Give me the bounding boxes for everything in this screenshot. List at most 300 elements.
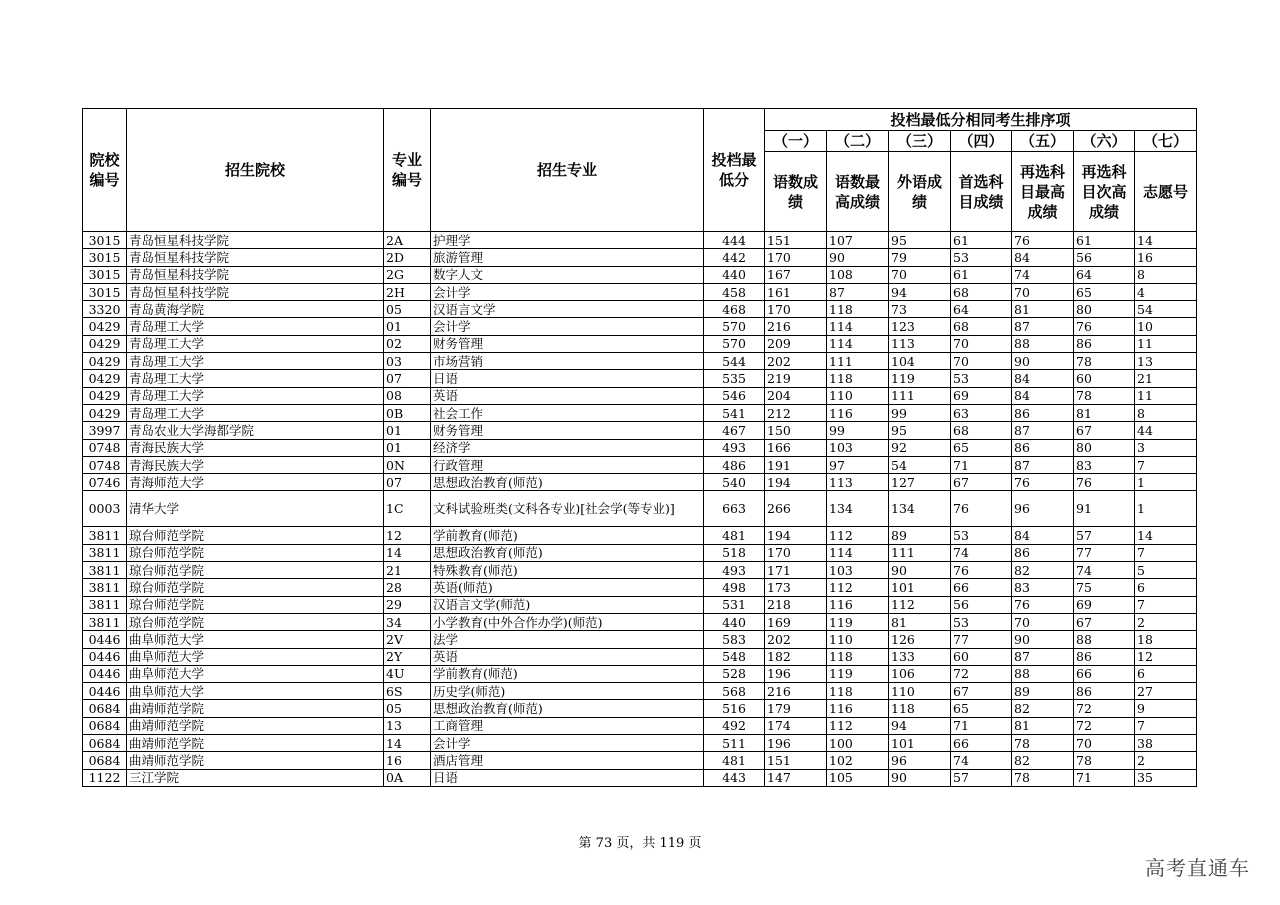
cell-major-name: 经济学 <box>431 439 704 456</box>
cell-school-code: 3997 <box>83 422 127 439</box>
cell-school-code: 0429 <box>83 318 127 335</box>
cell-school-name: 清华大学 <box>127 491 384 527</box>
cell-score-3: 81 <box>889 613 951 630</box>
cell-score-3: 119 <box>889 370 951 387</box>
cell-score-5: 84 <box>1012 527 1074 544</box>
cell-score-6: 78 <box>1074 752 1135 769</box>
table-row <box>83 596 1197 613</box>
cell-score-2: 87 <box>827 283 889 300</box>
cell-score-6: 75 <box>1074 579 1135 596</box>
cell-major-code: 6S <box>384 683 431 700</box>
cell-score-4: 77 <box>951 631 1012 648</box>
cell-school-code: 0446 <box>83 665 127 682</box>
cell-school-name: 曲靖师范学院 <box>127 752 384 769</box>
header-school-name: 招生院校 <box>127 109 384 232</box>
cell-school-code: 0003 <box>83 491 127 527</box>
cell-major-name: 会计学 <box>431 318 704 335</box>
cell-score-1: 196 <box>765 735 827 752</box>
cell-score-3: 127 <box>889 474 951 491</box>
table-row <box>83 752 1197 769</box>
cell-score-4: 74 <box>951 752 1012 769</box>
cell-min-score: 548 <box>704 648 765 665</box>
cell-school-name: 琼台师范学院 <box>127 613 384 630</box>
table-row <box>83 301 1197 318</box>
header-tiebreak-label: 语数最高成绩 <box>827 152 889 232</box>
cell-school-code: 1122 <box>83 769 127 786</box>
cell-score-5: 81 <box>1012 301 1074 318</box>
table-row <box>83 769 1197 786</box>
cell-score-5: 81 <box>1012 717 1074 734</box>
cell-school-code: 3015 <box>83 266 127 283</box>
table-row <box>83 439 1197 456</box>
cell-major-code: 2V <box>384 631 431 648</box>
cell-min-score: 440 <box>704 613 765 630</box>
cell-wish-number: 7 <box>1135 717 1197 734</box>
cell-score-5: 88 <box>1012 335 1074 352</box>
cell-score-1: 194 <box>765 474 827 491</box>
cell-score-5: 87 <box>1012 318 1074 335</box>
cell-score-3: 111 <box>889 544 951 561</box>
cell-score-3: 134 <box>889 491 951 527</box>
cell-score-5: 88 <box>1012 665 1074 682</box>
cell-school-code: 3811 <box>83 562 127 579</box>
table-row <box>83 370 1197 387</box>
cell-school-code: 0684 <box>83 700 127 717</box>
cell-min-score: 498 <box>704 579 765 596</box>
cell-score-6: 78 <box>1074 387 1135 404</box>
cell-school-name: 青岛理工大学 <box>127 335 384 352</box>
cell-score-5: 70 <box>1012 283 1074 300</box>
cell-school-name: 青岛理工大学 <box>127 318 384 335</box>
cell-major-name: 小学教育(中外合作办学)(师范) <box>431 613 704 630</box>
header-tiebreak-label: 再选科目最高成绩 <box>1012 152 1074 232</box>
cell-score-6: 57 <box>1074 527 1135 544</box>
cell-school-name: 青海民族大学 <box>127 439 384 456</box>
cell-school-name: 青岛恒星科技学院 <box>127 266 384 283</box>
table-row <box>83 474 1197 491</box>
cell-score-1: 191 <box>765 456 827 473</box>
table-row <box>83 735 1197 752</box>
cell-wish-number: 7 <box>1135 596 1197 613</box>
cell-score-1: 266 <box>765 491 827 527</box>
cell-score-4: 67 <box>951 474 1012 491</box>
cell-wish-number: 54 <box>1135 301 1197 318</box>
cell-score-2: 103 <box>827 562 889 579</box>
header-tiebreak-title: 投档最低分相同考生排序项 <box>765 109 1197 131</box>
header-min-score: 投档最低分 <box>704 109 765 232</box>
header-tiebreak-num: （二） <box>827 131 889 152</box>
cell-major-name: 英语(师范) <box>431 579 704 596</box>
cell-score-1: 171 <box>765 562 827 579</box>
cell-wish-number: 11 <box>1135 335 1197 352</box>
cell-score-5: 84 <box>1012 249 1074 266</box>
cell-school-code: 3015 <box>83 249 127 266</box>
cell-score-4: 64 <box>951 301 1012 318</box>
cell-score-4: 68 <box>951 318 1012 335</box>
cell-major-code: 2A <box>384 232 431 249</box>
cell-score-6: 70 <box>1074 735 1135 752</box>
cell-score-5: 84 <box>1012 387 1074 404</box>
table-row <box>83 422 1197 439</box>
cell-school-name: 青岛恒星科技学院 <box>127 249 384 266</box>
cell-school-name: 曲靖师范学院 <box>127 700 384 717</box>
cell-score-6: 80 <box>1074 301 1135 318</box>
cell-min-score: 546 <box>704 387 765 404</box>
cell-score-2: 110 <box>827 631 889 648</box>
table-row <box>83 335 1197 352</box>
cell-score-6: 64 <box>1074 266 1135 283</box>
table-body <box>83 232 1197 787</box>
cell-score-1: 147 <box>765 769 827 786</box>
cell-school-code: 0446 <box>83 683 127 700</box>
cell-min-score: 544 <box>704 353 765 370</box>
cell-min-score: 493 <box>704 562 765 579</box>
cell-score-2: 99 <box>827 422 889 439</box>
cell-min-score: 481 <box>704 527 765 544</box>
cell-major-name: 日语 <box>431 370 704 387</box>
cell-wish-number: 8 <box>1135 266 1197 283</box>
cell-major-code: 16 <box>384 752 431 769</box>
cell-major-code: 13 <box>384 717 431 734</box>
cell-school-name: 曲阜师范大学 <box>127 665 384 682</box>
cell-score-1: 170 <box>765 301 827 318</box>
header-tiebreak-label: 首选科目成绩 <box>951 152 1012 232</box>
page-number: 第 73 页，共 119 页 <box>578 836 702 851</box>
cell-school-name: 青岛恒星科技学院 <box>127 283 384 300</box>
cell-score-2: 105 <box>827 769 889 786</box>
cell-major-name: 特殊教育(师范) <box>431 562 704 579</box>
cell-major-code: 07 <box>384 370 431 387</box>
cell-major-name: 思想政治教育(师范) <box>431 544 704 561</box>
cell-school-name: 三江学院 <box>127 769 384 786</box>
cell-score-3: 118 <box>889 700 951 717</box>
cell-score-1: 194 <box>765 527 827 544</box>
table-row <box>83 353 1197 370</box>
cell-min-score: 492 <box>704 717 765 734</box>
header-tiebreak-label: 再选科目次高成绩 <box>1074 152 1135 232</box>
table-row <box>83 631 1197 648</box>
cell-major-code: 21 <box>384 562 431 579</box>
cell-wish-number: 38 <box>1135 735 1197 752</box>
cell-score-1: 166 <box>765 439 827 456</box>
cell-school-name: 琼台师范学院 <box>127 579 384 596</box>
cell-score-5: 84 <box>1012 370 1074 387</box>
cell-score-1: 179 <box>765 700 827 717</box>
cell-score-6: 86 <box>1074 648 1135 665</box>
cell-score-5: 86 <box>1012 544 1074 561</box>
cell-score-1: 174 <box>765 717 827 734</box>
cell-score-6: 76 <box>1074 474 1135 491</box>
cell-min-score: 468 <box>704 301 765 318</box>
cell-score-4: 71 <box>951 456 1012 473</box>
cell-score-2: 114 <box>827 544 889 561</box>
cell-school-code: 0684 <box>83 752 127 769</box>
cell-score-3: 73 <box>889 301 951 318</box>
cell-major-name: 数字人文 <box>431 266 704 283</box>
cell-school-code: 0446 <box>83 631 127 648</box>
cell-major-name: 日语 <box>431 769 704 786</box>
cell-min-score: 493 <box>704 439 765 456</box>
cell-score-3: 89 <box>889 527 951 544</box>
cell-school-code: 3015 <box>83 232 127 249</box>
cell-score-4: 71 <box>951 717 1012 734</box>
cell-score-1: 173 <box>765 579 827 596</box>
cell-score-6: 81 <box>1074 404 1135 421</box>
cell-major-code: 4U <box>384 665 431 682</box>
cell-score-6: 61 <box>1074 232 1135 249</box>
cell-score-4: 53 <box>951 613 1012 630</box>
cell-major-code: 2D <box>384 249 431 266</box>
cell-major-code: 02 <box>384 335 431 352</box>
table-row <box>83 283 1197 300</box>
cell-major-code: 14 <box>384 544 431 561</box>
cell-school-name: 曲靖师范学院 <box>127 735 384 752</box>
cell-wish-number: 2 <box>1135 613 1197 630</box>
table-row <box>83 491 1197 527</box>
cell-score-5: 76 <box>1012 596 1074 613</box>
header-tiebreak-label: 志愿号 <box>1135 152 1197 232</box>
cell-school-code: 0429 <box>83 370 127 387</box>
cell-score-3: 133 <box>889 648 951 665</box>
cell-min-score: 467 <box>704 422 765 439</box>
cell-major-name: 护理学 <box>431 232 704 249</box>
header-tiebreak-num: （三） <box>889 131 951 152</box>
cell-score-2: 134 <box>827 491 889 527</box>
cell-score-1: 169 <box>765 613 827 630</box>
cell-wish-number: 4 <box>1135 283 1197 300</box>
cell-major-code: 34 <box>384 613 431 630</box>
cell-score-1: 212 <box>765 404 827 421</box>
cell-score-2: 118 <box>827 683 889 700</box>
cell-min-score: 570 <box>704 335 765 352</box>
cell-score-4: 60 <box>951 648 1012 665</box>
cell-major-code: 0A <box>384 769 431 786</box>
cell-major-code: 12 <box>384 527 431 544</box>
cell-school-name: 曲阜师范大学 <box>127 683 384 700</box>
table-row <box>83 249 1197 266</box>
cell-school-code: 0746 <box>83 474 127 491</box>
cell-score-1: 196 <box>765 665 827 682</box>
table-row <box>83 579 1197 596</box>
cell-major-name: 行政管理 <box>431 456 704 473</box>
cell-score-4: 66 <box>951 579 1012 596</box>
cell-score-1: 204 <box>765 387 827 404</box>
cell-score-4: 74 <box>951 544 1012 561</box>
cell-score-4: 72 <box>951 665 1012 682</box>
cell-score-1: 202 <box>765 353 827 370</box>
cell-min-score: 540 <box>704 474 765 491</box>
cell-score-3: 126 <box>889 631 951 648</box>
cell-score-5: 90 <box>1012 353 1074 370</box>
cell-score-5: 89 <box>1012 683 1074 700</box>
table-row <box>83 613 1197 630</box>
table-row <box>83 717 1197 734</box>
cell-wish-number: 1 <box>1135 474 1197 491</box>
header-tiebreak-num: （一） <box>765 131 827 152</box>
cell-min-score: 535 <box>704 370 765 387</box>
cell-wish-number: 8 <box>1135 404 1197 421</box>
cell-score-4: 53 <box>951 527 1012 544</box>
cell-school-code: 3811 <box>83 579 127 596</box>
cell-score-2: 118 <box>827 648 889 665</box>
cell-min-score: 583 <box>704 631 765 648</box>
cell-score-3: 99 <box>889 404 951 421</box>
cell-school-name: 琼台师范学院 <box>127 544 384 561</box>
cell-score-6: 72 <box>1074 700 1135 717</box>
cell-wish-number: 3 <box>1135 439 1197 456</box>
cell-score-6: 56 <box>1074 249 1135 266</box>
header-tiebreak-num: （四） <box>951 131 1012 152</box>
cell-school-name: 琼台师范学院 <box>127 596 384 613</box>
cell-score-3: 101 <box>889 735 951 752</box>
cell-major-code: 0N <box>384 456 431 473</box>
cell-min-score: 541 <box>704 404 765 421</box>
cell-score-4: 69 <box>951 387 1012 404</box>
cell-wish-number: 14 <box>1135 527 1197 544</box>
header-tiebreak-label: 外语成绩 <box>889 152 951 232</box>
cell-school-name: 青岛黄海学院 <box>127 301 384 318</box>
cell-score-3: 79 <box>889 249 951 266</box>
cell-min-score: 531 <box>704 596 765 613</box>
cell-score-2: 97 <box>827 456 889 473</box>
cell-min-score: 570 <box>704 318 765 335</box>
cell-major-name: 英语 <box>431 648 704 665</box>
cell-score-6: 67 <box>1074 422 1135 439</box>
table-row <box>83 387 1197 404</box>
cell-wish-number: 2 <box>1135 752 1197 769</box>
cell-wish-number: 21 <box>1135 370 1197 387</box>
cell-score-5: 86 <box>1012 404 1074 421</box>
cell-school-code: 0684 <box>83 735 127 752</box>
cell-major-code: 01 <box>384 318 431 335</box>
cell-major-code: 29 <box>384 596 431 613</box>
cell-school-name: 青岛理工大学 <box>127 370 384 387</box>
cell-min-score: 528 <box>704 665 765 682</box>
cell-major-name: 财务管理 <box>431 335 704 352</box>
cell-score-3: 90 <box>889 562 951 579</box>
cell-major-name: 思想政治教育(师范) <box>431 474 704 491</box>
cell-school-name: 青岛农业大学海都学院 <box>127 422 384 439</box>
cell-wish-number: 44 <box>1135 422 1197 439</box>
header-major-code: 专业编号 <box>384 109 431 232</box>
cell-score-2: 119 <box>827 613 889 630</box>
cell-score-3: 94 <box>889 283 951 300</box>
cell-wish-number: 11 <box>1135 387 1197 404</box>
cell-min-score: 663 <box>704 491 765 527</box>
cell-score-5: 74 <box>1012 266 1074 283</box>
cell-major-name: 思想政治教育(师范) <box>431 700 704 717</box>
cell-score-5: 86 <box>1012 439 1074 456</box>
cell-score-4: 61 <box>951 232 1012 249</box>
cell-major-name: 会计学 <box>431 735 704 752</box>
cell-score-1: 216 <box>765 683 827 700</box>
cell-school-name: 青岛理工大学 <box>127 387 384 404</box>
cell-school-name: 曲靖师范学院 <box>127 717 384 734</box>
cell-school-name: 琼台师范学院 <box>127 527 384 544</box>
cell-score-3: 112 <box>889 596 951 613</box>
cell-score-2: 114 <box>827 335 889 352</box>
cell-school-code: 3811 <box>83 544 127 561</box>
table-header <box>83 109 1197 232</box>
table-row <box>83 683 1197 700</box>
cell-major-code: 28 <box>384 579 431 596</box>
cell-min-score: 486 <box>704 456 765 473</box>
cell-score-3: 92 <box>889 439 951 456</box>
cell-school-name: 青海师范大学 <box>127 474 384 491</box>
cell-score-6: 91 <box>1074 491 1135 527</box>
table-row <box>83 318 1197 335</box>
cell-school-name: 曲阜师范大学 <box>127 648 384 665</box>
header-tiebreak-num: （六） <box>1074 131 1135 152</box>
cell-min-score: 518 <box>704 544 765 561</box>
cell-wish-number: 14 <box>1135 232 1197 249</box>
cell-score-3: 90 <box>889 769 951 786</box>
cell-min-score: 443 <box>704 769 765 786</box>
cell-wish-number: 1 <box>1135 491 1197 527</box>
cell-score-4: 67 <box>951 683 1012 700</box>
cell-major-code: 01 <box>384 439 431 456</box>
cell-score-1: 150 <box>765 422 827 439</box>
cell-school-name: 青岛理工大学 <box>127 353 384 370</box>
cell-score-5: 76 <box>1012 474 1074 491</box>
cell-score-5: 78 <box>1012 735 1074 752</box>
cell-major-name: 汉语言文学(师范) <box>431 596 704 613</box>
cell-score-1: 218 <box>765 596 827 613</box>
table-row <box>83 648 1197 665</box>
cell-score-6: 71 <box>1074 769 1135 786</box>
cell-score-4: 53 <box>951 370 1012 387</box>
header-tiebreak-num: （五） <box>1012 131 1074 152</box>
cell-score-3: 101 <box>889 579 951 596</box>
table-row <box>83 562 1197 579</box>
cell-score-5: 90 <box>1012 631 1074 648</box>
cell-school-code: 0748 <box>83 456 127 473</box>
cell-score-4: 56 <box>951 596 1012 613</box>
cell-score-1: 170 <box>765 544 827 561</box>
cell-major-code: 0B <box>384 404 431 421</box>
header-major-name: 招生专业 <box>431 109 704 232</box>
cell-score-2: 119 <box>827 665 889 682</box>
cell-score-5: 78 <box>1012 769 1074 786</box>
cell-score-4: 57 <box>951 769 1012 786</box>
cell-major-name: 市场营销 <box>431 353 704 370</box>
cell-score-1: 170 <box>765 249 827 266</box>
cell-major-code: 08 <box>384 387 431 404</box>
cell-major-name: 工商管理 <box>431 717 704 734</box>
cell-score-2: 110 <box>827 387 889 404</box>
cell-score-3: 106 <box>889 665 951 682</box>
cell-score-4: 68 <box>951 422 1012 439</box>
cell-score-2: 100 <box>827 735 889 752</box>
cell-wish-number: 16 <box>1135 249 1197 266</box>
table-row <box>83 544 1197 561</box>
cell-score-5: 87 <box>1012 648 1074 665</box>
cell-major-name: 社会工作 <box>431 404 704 421</box>
cell-score-5: 83 <box>1012 579 1074 596</box>
cell-score-1: 209 <box>765 335 827 352</box>
cell-score-6: 86 <box>1074 683 1135 700</box>
cell-score-1: 216 <box>765 318 827 335</box>
table-row <box>83 665 1197 682</box>
cell-wish-number: 7 <box>1135 544 1197 561</box>
cell-score-6: 78 <box>1074 353 1135 370</box>
cell-major-code: 05 <box>384 301 431 318</box>
table-row <box>83 700 1197 717</box>
cell-major-name: 法学 <box>431 631 704 648</box>
cell-major-code: 14 <box>384 735 431 752</box>
cell-score-2: 108 <box>827 266 889 283</box>
cell-school-name: 曲阜师范大学 <box>127 631 384 648</box>
